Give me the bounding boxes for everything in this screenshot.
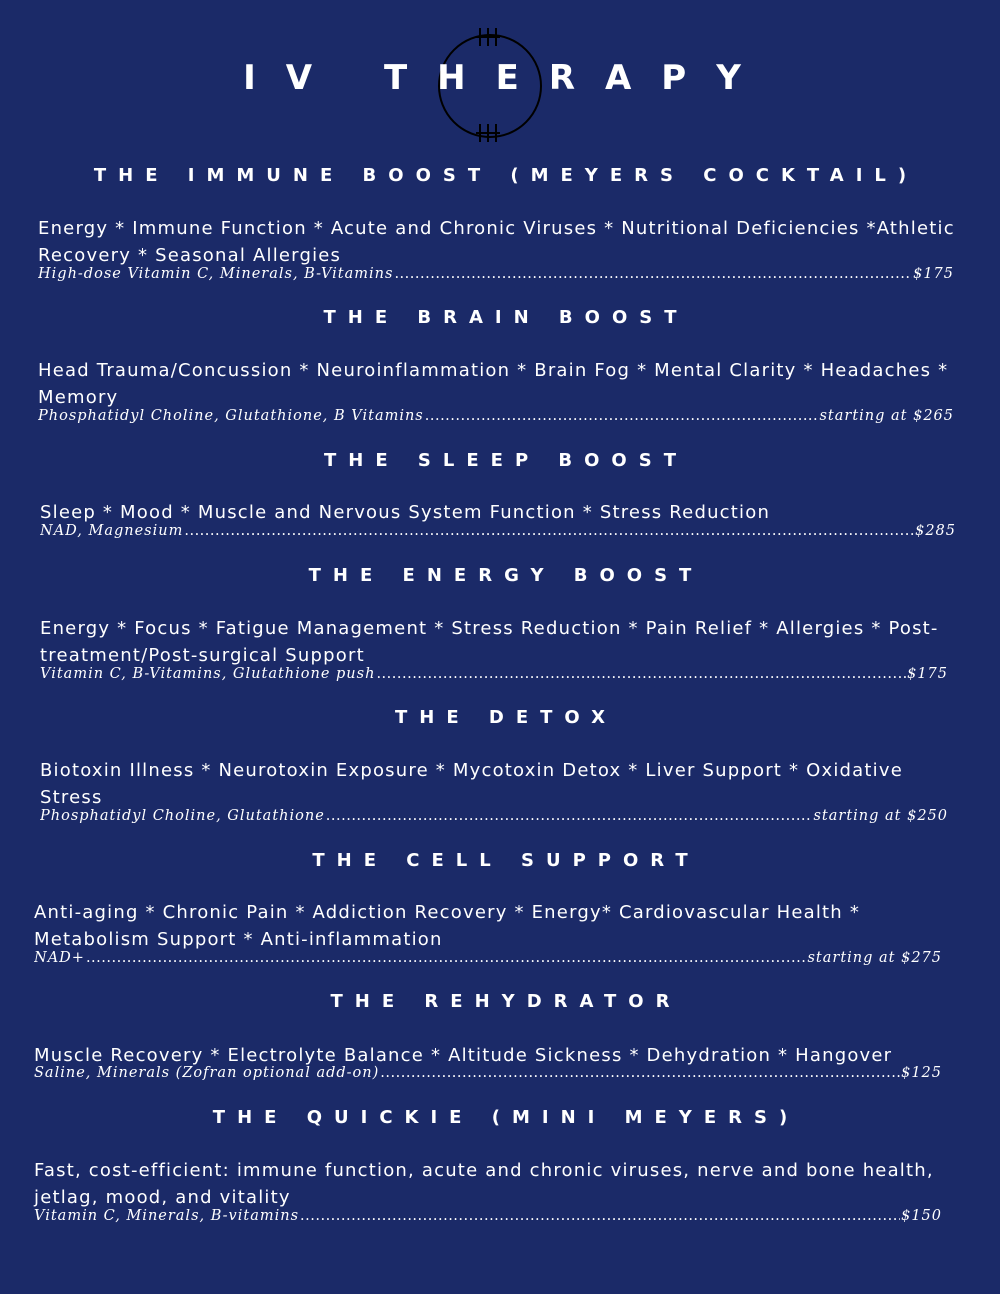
price: $175	[913, 266, 954, 282]
dot-leader	[380, 1065, 900, 1081]
ingredients-line	[38, 266, 954, 282]
ingredients-line	[34, 1065, 942, 1081]
ingredients-text: NAD, Magnesium	[40, 523, 184, 539]
price: starting at $265	[819, 408, 954, 424]
section-heading: THE BRAIN BOOST	[323, 307, 689, 328]
ingredients-text: Saline, Minerals (Zofran optional add-on)	[34, 1065, 380, 1081]
section-heading: THE QUICKIE (MINI MEYERS)	[212, 1107, 800, 1128]
ingredients-text: Vitamin C, Minerals, B-vitamins	[34, 1208, 300, 1224]
ingredients-text: High-dose Vitamin C, Minerals, B-Vitamins	[38, 266, 394, 282]
benefits-text: Muscle Recovery * Electrolyte Balance * Altitude Sickness * Dehydration * Hangover	[34, 1045, 893, 1066]
dot-leader	[300, 1208, 900, 1224]
dot-leader	[86, 950, 807, 966]
ingredients-text: Phosphatidyl Choline, Glutathione, B Vitamins	[38, 408, 424, 424]
benefits-text: Biotoxin Illness * Neurotoxin Exposure * Mycotoxin Detox * Liver Support * Oxidative Stress	[40, 760, 903, 808]
section-heading: THE REHYDRATOR	[330, 991, 682, 1012]
section-heading: THE CELL SUPPORT	[312, 850, 700, 871]
ingredients-line	[34, 950, 942, 966]
price: $125	[901, 1065, 942, 1081]
price: starting at $275	[807, 950, 942, 966]
ingredients-text: Vitamin C, B-Vitamins, Glutathione push	[40, 666, 376, 682]
price: $285	[915, 523, 956, 539]
page-title: IV THERAPY	[243, 58, 771, 98]
benefits-text: Head Trauma/Concussion * Neuroinflammation * Brain Fog * Mental Clarity * Headaches * Memory	[38, 360, 949, 408]
section-heading: THE DETOX	[395, 707, 617, 728]
benefits-text: Energy * Immune Function * Acute and Chronic Viruses * Nutritional Deficiencies *Athletic Recovery * Seasonal Allergies	[38, 218, 955, 266]
price: $150	[901, 1208, 942, 1224]
benefits-text: Anti-aging * Chronic Pain * Addiction Recovery * Energy* Cardiovascular Health * Metabolism Support * Anti-inflammation	[34, 902, 861, 950]
section-heading: THE IMMUNE BOOST (MEYERS COCKTAIL)	[93, 165, 919, 186]
price: starting at $250	[813, 808, 948, 824]
dot-leader	[394, 266, 912, 282]
ingredients-line	[40, 666, 948, 682]
ingredients-line	[34, 1208, 942, 1224]
dot-leader	[184, 523, 914, 539]
ingredients-line	[40, 808, 948, 824]
section-heading: THE ENERGY BOOST	[308, 565, 704, 586]
price: $175	[907, 666, 948, 682]
benefits-text: Energy * Focus * Fatigue Management * Stress Reduction * Pain Relief * Allergies * Post-treatment/Post-surgical Support	[40, 618, 939, 666]
ingredients-text: Phosphatidyl Choline, Glutathione	[40, 808, 325, 824]
ingredients-line	[38, 408, 954, 424]
benefits-text: Fast, cost-efficient: immune function, acute and chronic viruses, nerve and bone health, jetlag, mood, and vitality	[34, 1160, 934, 1208]
ingredients-text: NAD+	[34, 950, 85, 966]
dot-leader	[326, 808, 813, 824]
benefits-text: Sleep * Mood * Muscle and Nervous System Function * Stress Reduction	[40, 502, 771, 523]
ingredients-line	[40, 523, 956, 539]
section-heading: THE SLEEP BOOST	[324, 450, 688, 471]
dot-leader	[425, 408, 819, 424]
dot-leader	[376, 666, 906, 682]
